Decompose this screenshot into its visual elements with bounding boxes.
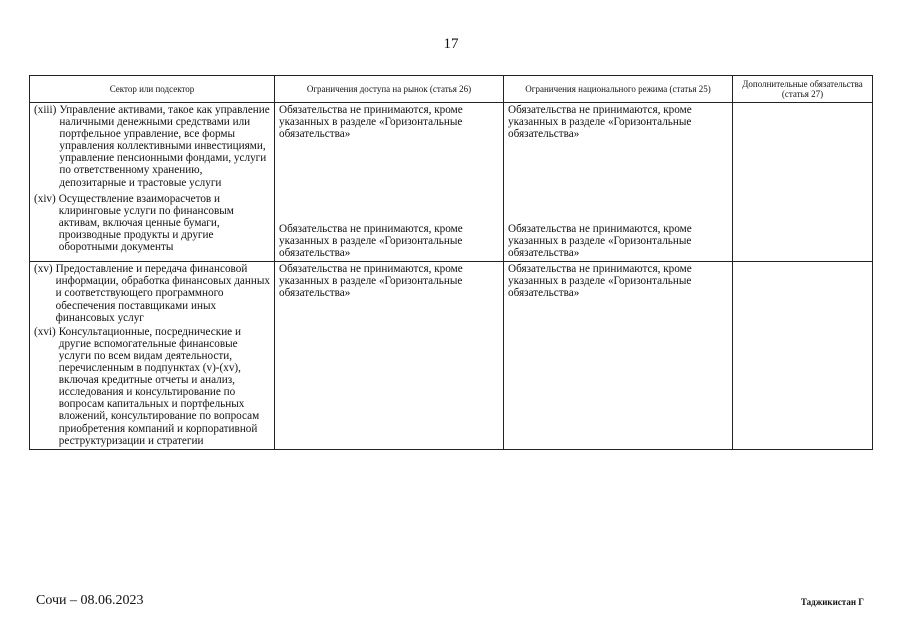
header-national-treatment: Ограничения национального режима (статья 25) (504, 76, 733, 103)
sector-entry (34, 104, 271, 189)
sector-description: Управление активами, такое как управление наличными денежными средствами или портфельное управление, все формы управления коллективными инвестициями, управление пенсионными фондами, услуги по ответственному хранению, депозитарные и трастовые услуги (59, 104, 270, 189)
commitment-text: Обязательства не принимаются, кроме указанных в разделе «Горизонтальные обязательства» (508, 104, 692, 141)
sector-number: (xv) (34, 263, 53, 276)
additional-commitments-cell (733, 262, 873, 449)
header-sector: Сектор или подсектор (30, 76, 275, 103)
commitment-text: Обязательства не принимаются, кроме указанных в разделе «Горизонтальные обязательства» (508, 223, 692, 260)
sector-number: (xvi) (34, 325, 56, 338)
page-number: 17 (443, 36, 459, 52)
footer-place-date: Сочи – 08.06.2023 (36, 593, 144, 608)
market-access-cell (275, 262, 504, 449)
sector-cell (30, 103, 275, 262)
header-additional-commitments: Дополнительные обязательства (статья 27) (733, 76, 873, 103)
sector-description: Предоставление и передача финансовой информации, обработка финансовых данных и соответствующего программного обеспечения поставщиками иных финансовых услуг (55, 263, 270, 324)
sector-description: Осуществление взаиморасчетов и клиринговые услуги по финансовым активам, включая ценные бумаги, производные продукты и другие оборотными документы (58, 192, 234, 254)
table-row (30, 103, 873, 262)
footer-country-mark: Таджикистан Г (800, 597, 864, 607)
header-market-access: Ограничения доступа на рынок (статья 26) (275, 76, 504, 103)
sector-entry (34, 263, 271, 323)
sector-cell (30, 262, 275, 449)
table-header-row (30, 76, 873, 103)
sector-number: (xiv) (34, 192, 56, 205)
commitment-text: Обязательства не принимаются, кроме указанных в разделе «Горизонтальные обязательства» (279, 263, 463, 300)
sector-entry (34, 193, 271, 253)
market-access-cell (275, 103, 504, 262)
national-treatment-cell (504, 262, 733, 449)
commitments-table (29, 75, 873, 450)
sector-description: Консультационные, посреднические и другие вспомогательные финансовые услуги по всем видам деятельности, перечисленным в подпунктах (v)-(xv), включая кредитные отчеты и анализ, исследования и консультирование по вопросам капитальных и портфельных вложений, консультирование по вопросам приобретения компаний и корпоративной реструктуризации и стратегии (58, 325, 260, 447)
commitment-text: Обязательства не принимаются, кроме указанных в разделе «Горизонтальные обязательства» (508, 263, 692, 300)
additional-commitments-cell (733, 103, 873, 262)
sector-entry (34, 326, 271, 447)
commitment-text: Обязательства не принимаются, кроме указанных в разделе «Горизонтальные обязательства» (279, 104, 463, 141)
commitment-text: Обязательства не принимаются, кроме указанных в разделе «Горизонтальные обязательства» (279, 223, 463, 260)
table-row (30, 262, 873, 449)
national-treatment-cell (504, 103, 733, 262)
sector-number: (xiii) (34, 104, 57, 116)
